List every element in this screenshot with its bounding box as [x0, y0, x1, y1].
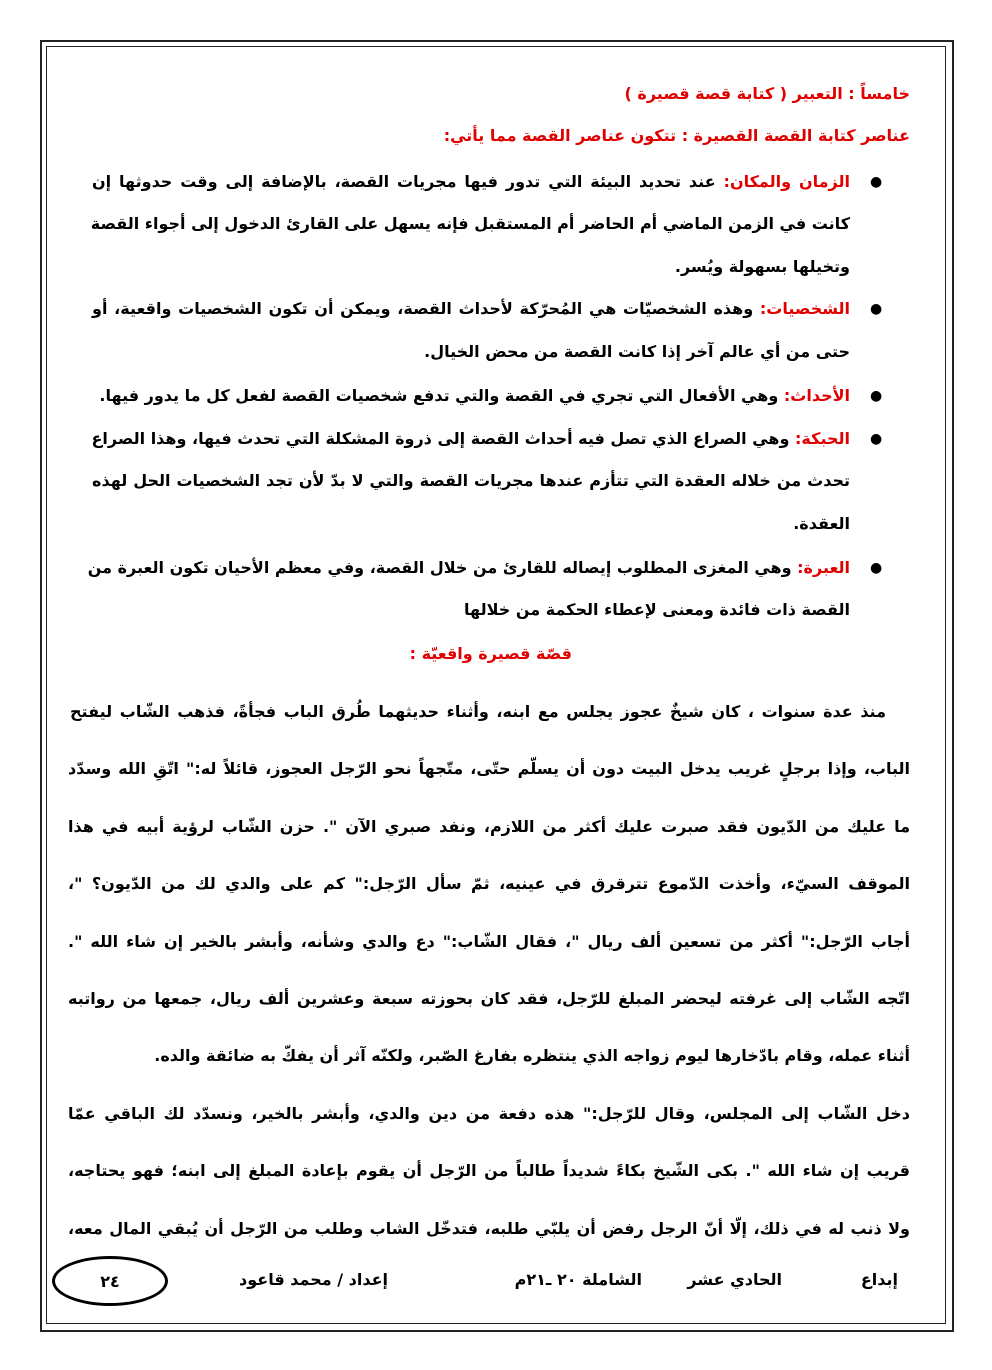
- story-line: اتّجه الشّاب إلى غرفته ليحضر المبلغ للرّجل، فقد كان بحوزته سبعة وعشرين ألف ريال، جمعها من رواتبه: [68, 989, 910, 1008]
- element-line: [92, 469, 850, 493]
- story-line: قريب إن شاء الله ". بكى الشّيخ بكاءً شديداً طالباً من الرّجل أن يقوم بإعادة المبلغ إلى ابنه؛ فهو يحتاجه،: [68, 1161, 910, 1181]
- bullet-icon: ●: [870, 560, 883, 576]
- story-line: أجاب الرّجل:" أكثر من تسعين ألف ريال "، فقال الشّاب:" دع والدي وشأنه، وأبشر بالخير إن شاء الله ".: [68, 931, 910, 951]
- element-line: [675, 255, 850, 279]
- element-text: كانت في الزمن الماضي أم الحاضر أم المستقبل فإنه يسهل على القارئ الدخول إلى أجواء القصة: [90, 214, 850, 233]
- story-title: قصّة قصيرة واقعيّة :: [409, 644, 572, 663]
- element-line: [87, 556, 850, 580]
- footer-author: إعداد / محمد قاعود: [239, 1270, 388, 1289]
- element-line: [92, 427, 850, 451]
- footer-edition: الشاملة ٢٠ ـ٢١م: [514, 1270, 642, 1289]
- element-label: الحبكة:: [795, 429, 850, 448]
- element-text: عند تحديد البيئة التي تدور فيها مجريات القصة، بالإضافة إلى وقت حدوثها إن: [92, 172, 716, 191]
- element-line: [99, 384, 850, 408]
- page-border-inner: [46, 46, 946, 1324]
- element-text: وهي الصراع الذي تصل فيه أحداث القصة إلى ذروة المشكلة التي تحدث فيها، وهذا الصراع: [91, 429, 790, 448]
- story-line: الموقف السيّء، وأخذت الدّموع تترقرق في عينيه، ثمّ سأل الرّجل:" كم على والدي لك من الدّيون؟ "،: [68, 874, 910, 894]
- story-line: دخل الشّاب إلى المجلس، وقال للرّجل:" هذه دفعة من دين والدي، وأبشر بالخير، ونسدّد لك الباقي عمّا: [68, 1103, 910, 1123]
- element-text: وتخيلها بسهولة ويُسر.: [674, 257, 850, 276]
- element-label: العبرة:: [797, 558, 850, 577]
- bullet-icon: ●: [870, 431, 883, 447]
- element-line: [793, 512, 850, 536]
- page-number-badge: [52, 1256, 168, 1306]
- element-text: حتى من أي عالم آخر إذا كانت القصة من محض الخيال.: [424, 342, 850, 361]
- story-line: الباب، وإذا برجلٍ غريب يدخل البيت دون أن يسلّم حتّى، متّجهاً نحو الرّجل العجوز، قائلاً له:" اتّقِ الله وسدّد: [68, 759, 910, 779]
- page-number: ٢٤: [100, 1271, 120, 1291]
- element-text: القصة ذات فائدة ومعنى لإعطاء الحكمة من خلالها: [464, 600, 850, 619]
- footer-grade: الحادي عشر: [687, 1270, 782, 1289]
- element-label: الشخصيات:: [759, 299, 850, 318]
- element-line: [424, 340, 850, 364]
- element-line: [92, 170, 850, 194]
- bullet-icon: ●: [870, 301, 883, 317]
- element-line: [92, 297, 850, 321]
- story-line: أثناء عمله، وقام بادّخارها ليوم زواجه الذي ينتظره بفارغ الصّبر، ولكنّه آثر أن يفكّ به ضائقة والده.: [154, 1046, 910, 1066]
- element-label: الأحداث:: [783, 386, 850, 405]
- element-line: [92, 212, 850, 236]
- element-text: وهذه الشخصيّات هي المُحرّكة لأحداث القصة، ويمكن أن تكون الشخصيات واقعية، أو: [92, 299, 754, 318]
- element-text: العقدة.: [793, 514, 850, 533]
- bullet-icon: ●: [870, 174, 883, 190]
- story-line: ما عليك من الدّيون فقد صبرت عليك أكثر من اللازم، ونفد صبري الآن ". حزن الشّاب لرؤية أبيه في هذا: [68, 816, 910, 836]
- story-line: منذ عدة سنوات ، كان شيخٌ عجوز يجلس مع ابنه، وأثناء حديثهما طُرق الباب فجأةً، فذهب الشّاب ليفتح: [70, 702, 886, 721]
- footer-brand: إبداع: [860, 1270, 898, 1289]
- bullet-icon: ●: [870, 388, 883, 404]
- elements-heading: عناصر كتابة القصة القصيرة : تتكون عناصر القصة مما يأتي:: [443, 126, 910, 145]
- element-label: الزمان والمكان:: [723, 172, 850, 191]
- story-line: ولا ذنب له في ذلك، إلّا أنّ الرجل رفض أن يلبّي طلبه، فتدخّل الشاب وطلب من الرّجل أن يُبقي المال معه،: [68, 1218, 910, 1238]
- element-text: تحدث من خلاله العقدة التي تتأزم عندها مجريات القصة والتي لا بدّ لأن تجد الشخصيات الحل لهذه: [92, 471, 850, 490]
- element-text: وهي المغزى المطلوب إيصاله للقارئ من خلال القصة، وفي معظم الأحيان تكون العبرة من: [87, 558, 792, 577]
- element-text: وهي الأفعال التي تجري في القصة والتي تدفع شخصيات القصة لفعل كل ما يدور فيها.: [99, 386, 779, 405]
- element-line: [464, 598, 850, 622]
- section-heading: خامساً : التعبير ( كتابة قصة قصيرة ): [624, 84, 910, 103]
